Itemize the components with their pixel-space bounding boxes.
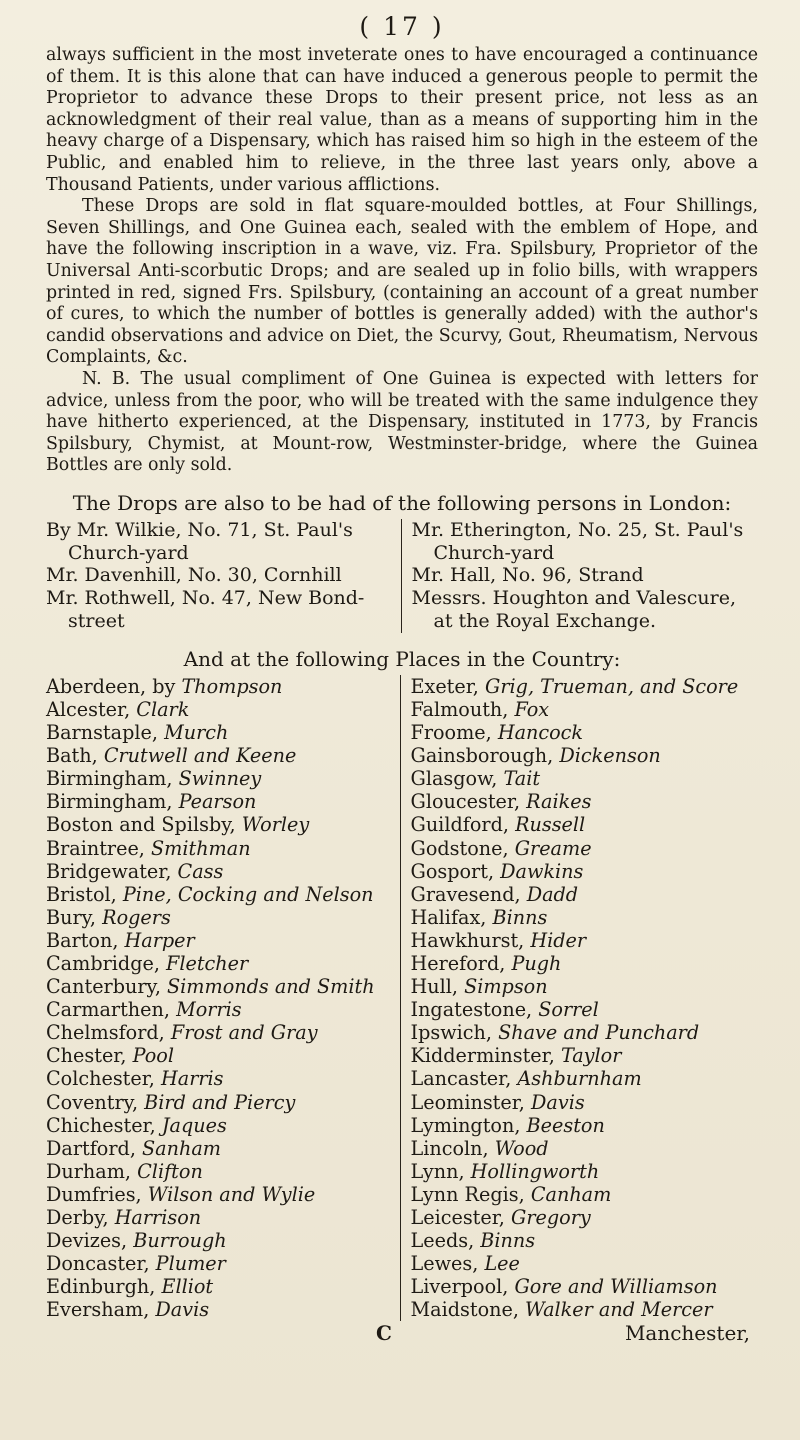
agent-name: Hider [530, 928, 587, 952]
agent-name: Binns [492, 905, 548, 929]
country-agent-entry [411, 1091, 759, 1114]
country-agent-entry [46, 1021, 394, 1044]
town-name: Braintree, [46, 836, 145, 860]
town-name: Lymington, [410, 1113, 521, 1137]
agent-name: Burrough [133, 1229, 227, 1253]
agent-name: Lee [484, 1252, 520, 1276]
town-name: Devizes, [46, 1229, 128, 1253]
country-agent-entry [411, 906, 759, 929]
country-agent-entry [46, 721, 394, 744]
country-agent-entry [411, 1229, 759, 1252]
agent-name: Dawkins [500, 859, 584, 883]
country-agent-entry [46, 860, 394, 883]
agent-name: Jaques [161, 1113, 227, 1137]
agent-name: Beeston [526, 1113, 605, 1137]
town-name: Chelmsford, [46, 1021, 165, 1045]
london-agents-right [402, 519, 759, 633]
agent-name: Morris [176, 998, 242, 1022]
agent-name: Canham [530, 1182, 612, 1206]
country-agent-entry [411, 1021, 759, 1044]
country-agent-entry [46, 998, 394, 1021]
town-name: Bath, [46, 744, 98, 768]
agent-name: Greame [514, 836, 592, 860]
country-agent-entry [411, 998, 759, 1021]
town-name: Lynn Regis, [410, 1182, 525, 1206]
agent-name: Wilson and Wylie [147, 1182, 316, 1206]
country-agent-entry [46, 744, 394, 767]
town-name: Gainsborough, [410, 744, 554, 768]
country-agent-entry [46, 767, 394, 790]
country-agent-entry [46, 906, 394, 929]
agent-name: Dadd [526, 882, 579, 906]
agent-name: Gregory [511, 1206, 591, 1230]
country-agent-entry [411, 1160, 759, 1183]
country-agent-entry [411, 860, 759, 883]
town-name: Falmouth, [410, 697, 509, 721]
agent-name: Ashburnham [517, 1067, 642, 1091]
town-name: Halifax, [410, 905, 487, 929]
country-agent-entry [46, 1160, 394, 1183]
country-agent-entry [46, 1252, 394, 1275]
agent-name: Taylor [560, 1044, 622, 1068]
country-agent-entry [46, 1183, 394, 1206]
town-name: Maidstone, [410, 1298, 519, 1322]
agent-name: Sanham [142, 1136, 221, 1160]
country-agent-entry [46, 1275, 394, 1298]
agent-name: Wood [494, 1136, 549, 1160]
town-name: Froome, [410, 721, 492, 745]
town-name: Edinburgh, [46, 1275, 156, 1299]
agent-name: Sorrel [538, 998, 599, 1022]
town-name: Liverpool, [410, 1275, 509, 1299]
town-name: Barton, [46, 928, 119, 952]
town-name: Lynn, [410, 1159, 465, 1183]
london-agents-left [46, 519, 402, 633]
town-name: Hull, [410, 975, 458, 999]
agent-name: Pearson [178, 790, 257, 814]
agent-name: Grig, Trueman, and Score [485, 674, 739, 698]
town-name: Bristol, [46, 882, 117, 906]
london-heading: The Drops are also to be had of the following persons in London: [72, 490, 732, 515]
town-name: Glasgow, [410, 767, 498, 791]
country-agent-entry [46, 1067, 394, 1090]
agent-name: Russell [515, 813, 586, 837]
agent-name: Davis [155, 1298, 210, 1322]
country-agent-entry [46, 790, 394, 813]
town-name: Carmarthen, [46, 998, 170, 1022]
town-name: Durham, [46, 1159, 132, 1183]
agent-name: Crutwell and Keene [103, 744, 297, 768]
agent-name: Binns [480, 1229, 536, 1253]
country-agent-entry [46, 1137, 394, 1160]
agent-name: Rogers [102, 905, 171, 929]
agent-name: Simmonds and Smith [167, 975, 375, 999]
agent-name: Pugh [511, 951, 562, 975]
town-name: Lincoln, [410, 1136, 489, 1160]
paragraph-continuation: always sufficient in the most inveterate ones to have encouraged a continuance of them. It is this alone that can have induced a generous people to permit the Proprietor to advance these Drops to their present price, not less as an acknowledgment of their real value, than as a means of supporting him in the heavy charge of a Dispensary, which has raised him so high in the esteem of the Public, and enabled him to relieve, in the three last years only, above a Thousand Patients, under various afflictions. [46, 45, 758, 195]
town-name: Chester, [46, 1044, 127, 1068]
town-name: Ipswich, [410, 1021, 492, 1045]
country-agent-entry [411, 1067, 759, 1090]
agent-name: Swinney [178, 767, 262, 791]
town-name: Alcester, [46, 697, 131, 721]
country-heading: And at the following Places in the Country: [183, 646, 621, 671]
agent-name: Walker and Mercer [525, 1298, 713, 1322]
town-name: Dumfries, [46, 1182, 142, 1206]
paragraph-nota-bene: N. B. The usual compliment of One Guinea is expected with letters for advice, unless from the poor, who will be treated with the same indulgence they have hitherto experienced, at the Dispensary, instituted in 1773, by Francis Spilsbury, Chymist, at Mount-row, Westminster-bridge, where the Guinea Bottles are only sold. [46, 368, 758, 476]
page-footer [46, 1321, 758, 1345]
agent-name: Murch [164, 721, 229, 745]
london-agent: Mr. Hall, No. 96, Strand [411, 564, 644, 587]
country-agent-entry [411, 1206, 759, 1229]
country-agent-entry [411, 1298, 759, 1321]
country-agent-entry [411, 790, 759, 813]
town-name: Aberdeen, by [46, 674, 176, 698]
agent-name: Hollingworth [470, 1159, 600, 1183]
london-agents [46, 519, 758, 633]
country-agent-entry [46, 1206, 394, 1229]
town-name: Leeds, [410, 1229, 475, 1253]
town-name: Hawkhurst, [410, 928, 525, 952]
town-name: Doncaster, [46, 1252, 150, 1276]
country-agent-entry [46, 675, 394, 698]
country-agent-entry [411, 837, 759, 860]
agent-name: Elliot [161, 1275, 214, 1299]
country-agent-entry [411, 813, 759, 836]
town-name: Colchester, [46, 1067, 155, 1091]
town-name: Chichester, [46, 1113, 156, 1137]
country-agent-entry [411, 975, 759, 998]
town-name: Leicester, [410, 1206, 505, 1230]
agent-name: Frost and Gray [170, 1021, 318, 1045]
agent-name: Bird and Piercy [144, 1090, 296, 1114]
agent-name: Pine, Cocking and Nelson [122, 882, 374, 906]
catchword: Manchester, [624, 1321, 750, 1346]
country-agent-entry [46, 1229, 394, 1252]
country-agent-entry [411, 721, 759, 744]
agent-name: Fletcher [166, 951, 249, 975]
town-name: Gravesend, [410, 882, 521, 906]
country-agent-entry [46, 883, 394, 906]
london-agent: Mr. Etherington, No. 25, St. Paul's Church-yard [411, 518, 744, 564]
country-agent-entry [46, 698, 394, 721]
country-agent-entry [46, 975, 394, 998]
agent-name: Gore and Williamson [514, 1275, 718, 1299]
london-agent: Mr. Davenhill, No. 30, Cornhill [46, 564, 342, 587]
agent-name: Smithman [151, 836, 251, 860]
agent-name: Davis [531, 1090, 585, 1114]
country-agent-entry [411, 1044, 759, 1067]
agent-name: Tait [503, 767, 541, 791]
country-agents [46, 675, 758, 1322]
town-name: Canterbury, [46, 975, 161, 999]
country-agent-entry [411, 1114, 759, 1137]
country-agent-entry [411, 767, 759, 790]
country-agent-entry [411, 675, 759, 698]
town-name: Hereford, [410, 951, 506, 975]
agent-name: Clark [136, 697, 190, 721]
agent-name: Plumer [155, 1252, 226, 1276]
town-name: Cambridge, [46, 951, 160, 975]
country-agent-entry [411, 952, 759, 975]
london-agent: Mr. Rothwell, No. 47, New Bond-street [46, 587, 365, 633]
town-name: Birmingham, [46, 790, 173, 814]
agent-name: Cass [177, 859, 224, 883]
agent-name: Harrison [114, 1206, 202, 1230]
paragraph-bottles: These Drops are sold in flat square-moulded bottles, at Four Shillings, Seven Shillings, and One Guinea each, sealed with the emblem of Hope, and have the following inscription in a wave, viz. Fra. Spilsbury, Proprietor of the Universal Anti-scorbutic Drops; and are sealed up in folio bills, with wrappers printed in red, signed Frs. Spilsbury, (containing an account of a great number of cures, to which the number of bottles is generally added) with the author's candid observations and advice on Diet, the Scurvy, Gout, Rheumatism, Nervous Complaints, &c. [46, 196, 758, 368]
town-name: Lancaster, [410, 1067, 512, 1091]
agent-name: Clifton [137, 1159, 203, 1183]
town-name: Leominster, [410, 1090, 525, 1114]
agent-name: Harris [161, 1067, 224, 1091]
country-agent-entry [411, 929, 759, 952]
country-agent-entry [46, 837, 394, 860]
agent-name: Simpson [464, 975, 548, 999]
country-agent-entry [46, 813, 394, 836]
country-agent-entry [411, 1252, 759, 1275]
country-agent-entry [46, 1044, 394, 1067]
town-name: Kidderminster, [410, 1044, 555, 1068]
country-agent-entry [411, 883, 759, 906]
country-agent-entry [411, 1183, 759, 1206]
town-name: Bridgewater, [46, 859, 172, 883]
country-agent-entry [46, 1298, 394, 1321]
town-name: Birmingham, [46, 767, 173, 791]
town-name: Bury, [46, 905, 97, 929]
town-name: Guildford, [410, 813, 509, 837]
town-name: Exeter, [410, 674, 479, 698]
town-name: Ingatestone, [410, 998, 533, 1022]
country-agents-right [401, 675, 759, 1322]
country-agent-entry [46, 1091, 394, 1114]
town-name: Boston and Spilsby, [46, 813, 236, 837]
signature-mark: C [376, 1321, 392, 1346]
agent-name: Hancock [497, 721, 584, 745]
agent-name: Raikes [526, 790, 592, 814]
town-name: Eversham, [46, 1298, 150, 1322]
agent-name: Worley [241, 813, 310, 837]
town-name: Gosport, [410, 859, 495, 883]
country-agent-entry [46, 929, 394, 952]
agent-name: Pool [132, 1044, 174, 1068]
agent-name: Dickenson [559, 744, 661, 768]
country-agent-entry [411, 1275, 759, 1298]
town-name: Coventry, [46, 1090, 139, 1114]
country-agent-entry [411, 744, 759, 767]
london-agent: By Mr. Wilkie, No. 71, St. Paul's Church-yard [46, 518, 353, 564]
country-agent-entry [46, 952, 394, 975]
town-name: Dartford, [46, 1136, 136, 1160]
agent-name: Harper [124, 928, 195, 952]
town-name: Barnstaple, [46, 721, 158, 745]
agent-name: Thompson [181, 674, 283, 698]
town-name: Gloucester, [410, 790, 521, 814]
agent-name: Shave and Punchard [498, 1021, 700, 1045]
country-agent-entry [411, 698, 759, 721]
agent-name: Fox [514, 697, 550, 721]
country-agent-entry [46, 1114, 394, 1137]
page-number: ( 17 ) [359, 12, 445, 41]
country-agent-entry [411, 1137, 759, 1160]
country-agents-left [46, 675, 401, 1322]
town-name: Derby, [46, 1206, 109, 1230]
town-name: Godstone, [410, 836, 509, 860]
london-agent: Messrs. Houghton and Valescure, at the Royal Exchange. [411, 587, 736, 633]
town-name: Lewes, [410, 1252, 479, 1276]
